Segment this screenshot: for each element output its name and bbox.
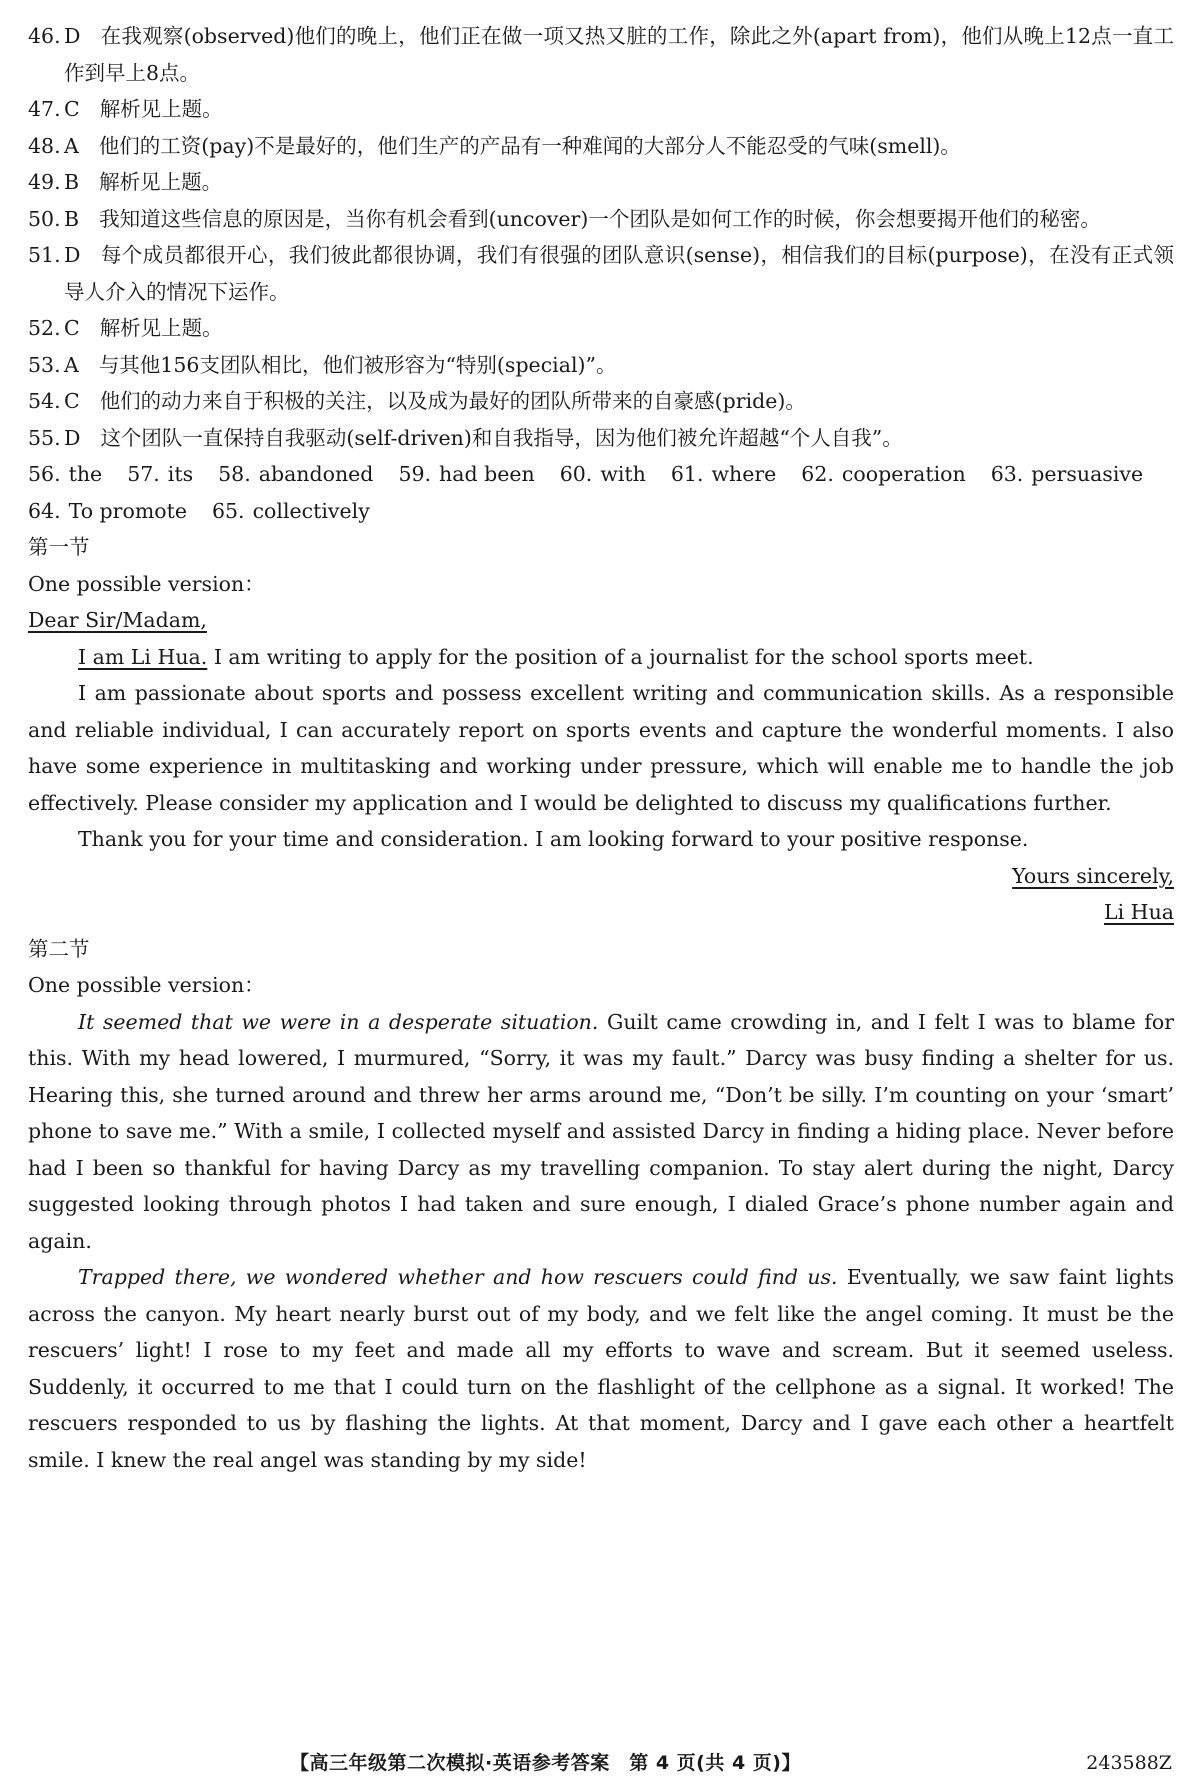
story-text: Eventually, we saw faint lights across the canyon. My heart nearly burst out of my body, and we felt like the angel coming. It must be the rescuers’ light! I rose to my feet and made all my efforts to wave and scream. But it seemed useless. Suddenly, it occurred to me that I could turn on the flashlight of the cellphone as a signal. It worked! The rescuers responded to us by flashing the lights. At that moment, Darcy and I gave each other a heartfelt smile. I knew the real angel was standing by my side! xyxy=(28,1265,1174,1472)
answer-number: 55. xyxy=(28,425,61,450)
footer-code: 243588Z xyxy=(1086,1752,1172,1774)
answer-item xyxy=(28,347,1174,384)
answer-explanation: 在我观察(observed)他们的晚上，他们正在做一项又热又脏的工作，除此之外(apart from)，他们从晚上12点一直工作到早上8点。 xyxy=(64,24,1174,85)
letter-salutation: Dear Sir/Madam, xyxy=(28,608,207,632)
footer-title: 【高三年级第二次模拟·英语参考答案 第 4 页(共 4 页)】 xyxy=(290,1752,801,1774)
answer-number: 51. xyxy=(28,243,61,267)
fill-answer xyxy=(218,462,373,486)
answer-letter: D xyxy=(64,243,81,267)
fill-answer-number: 65. xyxy=(211,498,245,523)
fill-answer xyxy=(560,462,646,486)
fill-answer xyxy=(127,462,193,486)
version-label: One possible version： xyxy=(28,973,265,997)
answer-item xyxy=(28,310,1174,347)
fill-answers-row xyxy=(28,456,1174,493)
section-heading: 第一节 xyxy=(28,535,90,559)
answer-explanation: 与其他156支团队相比，他们被形容为“特别(special)”。 xyxy=(98,352,617,377)
fill-answer-number: 62. xyxy=(801,462,834,486)
answer-item xyxy=(28,201,1174,238)
fill-answer xyxy=(28,499,187,523)
letter-sign-off: Yours sincerely, xyxy=(1012,863,1174,888)
answer-letter: C xyxy=(64,389,80,413)
letter-opening-rest: I am writing to apply for the position of a journalist for the school sports meet. xyxy=(207,644,1034,669)
section-heading: 第二节 xyxy=(28,936,90,961)
answer-number: 49. xyxy=(28,170,61,194)
fill-answer-number: 58. xyxy=(218,462,251,486)
answer-number: 54. xyxy=(28,389,61,413)
fill-answer xyxy=(671,462,776,486)
answer-item xyxy=(28,91,1174,128)
answer-item xyxy=(28,128,1174,165)
fill-answer-number: 56. xyxy=(28,462,61,486)
answer-letter: C xyxy=(64,316,80,340)
answer-letter: B xyxy=(64,170,80,194)
fill-answer-text: cooperation xyxy=(841,462,966,486)
story-paragraph xyxy=(28,1259,1174,1478)
answer-letter: A xyxy=(64,133,79,158)
fill-answer-text: collectively xyxy=(252,498,370,523)
answer-number: 53. xyxy=(28,352,61,377)
story-text: Guilt came crowding in, and I felt I was to blame for this. With my head lowered, I murmured, “Sorry, it was my fault.” Darcy was busy finding a shelter for us. Hearing this, she turned around and threw her arms around me, “Don’t be silly. I’m counting on your ‘smart’ phone to save me.” With a smile, I collected myself and assisted Darcy in finding a hiding place. Never before had I been so thankful for having Darcy as my travelling companion. To stay alert during the night, Darcy suggested looking through photos I had taken and sure enough, I dialed Grace’s phone number again and again. xyxy=(28,1009,1174,1253)
letter-paragraph xyxy=(28,639,1174,676)
answer-letter: D xyxy=(64,425,81,450)
fill-answer-number: 60. xyxy=(559,462,593,486)
answer-number: 46. xyxy=(28,24,61,48)
answer-explanation: 解析见上题。 xyxy=(99,170,223,194)
answer-explanation: 他们的动力来自于积极的关注，以及成为最好的团队所带来的自豪感(pride)。 xyxy=(99,389,806,413)
answer-explanation: 我知道这些信息的原因是，当你有机会看到(uncover)一个团队是如何工作的时候，你会想要揭开他们的秘密。 xyxy=(99,206,1101,231)
fill-answer-text: with xyxy=(600,462,646,486)
story-given-opening: It seemed that we were in a desperate situation. xyxy=(78,1009,599,1034)
fill-answer xyxy=(801,462,965,486)
answer-number: 50. xyxy=(28,206,61,231)
page-footer xyxy=(0,1745,1200,1781)
answer-number: 48. xyxy=(28,133,61,158)
letter-paragraph: Thank you for your time and consideration. I am looking forward to your positive response. xyxy=(78,827,1029,851)
answer-letter: B xyxy=(64,206,80,231)
fill-answer-text: its xyxy=(167,462,194,486)
fill-answer-number: 64. xyxy=(28,498,61,523)
fill-answer xyxy=(28,462,102,486)
answer-explanation: 这个团队一直保持自我驱动(self-driven)和自我指导，因为他们被允许超越“个人自我”。 xyxy=(100,425,903,450)
letter-opening-sentence: I am Li Hua. xyxy=(78,644,208,669)
answer-item xyxy=(28,420,1174,457)
answer-letter: D xyxy=(64,24,81,48)
fill-answer xyxy=(398,462,534,486)
answer-explanation: 他们的工资(pay)不是最好的，他们生产的产品有一种难闻的大部分人不能忍受的气味(smell)。 xyxy=(98,133,961,158)
fill-answer-number: 61. xyxy=(670,462,704,486)
answer-item xyxy=(28,383,1174,420)
multiple-choice-answers xyxy=(28,18,1174,456)
answer-number: 47. xyxy=(28,97,61,121)
fill-answers-row xyxy=(28,493,1174,530)
fill-answer-number: 57. xyxy=(127,462,160,486)
letter-signature: Li Hua xyxy=(1104,900,1174,924)
answer-number: 52. xyxy=(28,316,61,340)
story-paragraph xyxy=(28,1004,1174,1260)
fill-answer xyxy=(991,462,1143,486)
fill-answer-text: where xyxy=(711,462,777,486)
letter-paragraph: I am passionate about sports and possess excellent writing and communication skills. As a responsible and reliable individual, I can accurately report on sports events and capture the wonderful moments. I also have some experience in multitasking and working under pressure, which will enable me to handle the job effectively. Please consider my application and I would be delighted to discuss my qualifications further. xyxy=(28,681,1174,815)
fill-answer-text: the xyxy=(68,462,103,486)
answer-item xyxy=(28,237,1174,310)
answer-item xyxy=(28,18,1174,91)
answer-explanation: 解析见上题。 xyxy=(99,316,223,340)
fill-answer-text: abandoned xyxy=(258,462,374,486)
answer-letter: A xyxy=(64,352,79,377)
fill-answer-text: persuasive xyxy=(1031,462,1144,486)
story-given-opening: Trapped there, we wondered whether and how rescuers could find us. xyxy=(78,1265,838,1289)
answer-page xyxy=(28,18,1174,1478)
answer-letter: C xyxy=(64,97,80,121)
answer-item xyxy=(28,164,1174,201)
fill-answer-text: had been xyxy=(439,462,535,486)
fill-answer-number: 59. xyxy=(398,462,432,486)
answer-explanation: 每个成员都很开心，我们彼此都很协调，我们有很强的团队意识(sense)，相信我们的目标(purpose)，在没有正式领导人介入的情况下运作。 xyxy=(64,243,1174,304)
fill-answer xyxy=(212,499,370,523)
version-label: One possible version： xyxy=(28,571,265,596)
answer-explanation: 解析见上题。 xyxy=(99,97,223,121)
fill-answer-number: 63. xyxy=(990,462,1024,486)
fill-answer-text: To promote xyxy=(68,498,187,523)
